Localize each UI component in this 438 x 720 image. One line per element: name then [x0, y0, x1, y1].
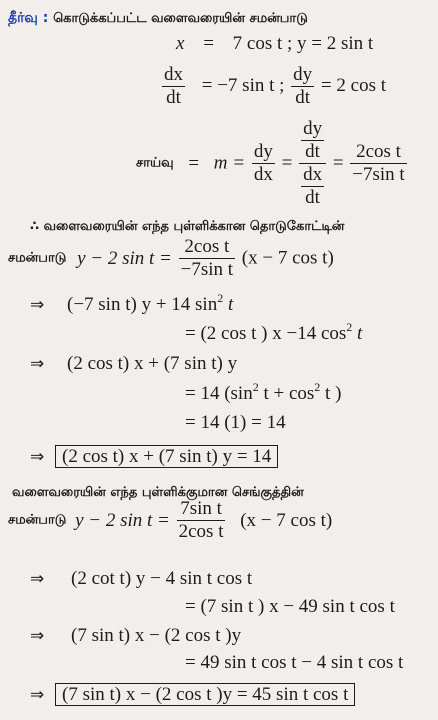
- normal-step2a: [30, 625, 241, 647]
- compound-fraction: [299, 118, 326, 209]
- normal-result-line: [30, 684, 355, 706]
- expr: = (2 cos t ) x −14 cos: [185, 323, 347, 344]
- tangent-result-line: [30, 446, 278, 468]
- tangent-label: சமன்பாடு: [8, 250, 67, 266]
- tangent-step2b: [185, 380, 342, 405]
- expr: (2 cot t) y − 4 sin t cos t: [71, 568, 253, 589]
- den: dt: [301, 140, 324, 163]
- solution-label: தீர்வு :: [8, 10, 49, 26]
- tangent-rhs: (x − 7 cos t): [241, 247, 334, 269]
- den: −7sin t: [352, 164, 405, 185]
- dydt-den: dt: [291, 86, 314, 109]
- expr: (2 cos t) x + (7 sin t) y: [67, 353, 238, 374]
- dydt-num: dy: [293, 64, 313, 85]
- derivatives-line: [160, 64, 386, 109]
- normal-fraction: [177, 498, 226, 543]
- tangent-step2a: [30, 353, 237, 375]
- implies-arrow: ⇒: [30, 569, 45, 589]
- param-equation: [176, 33, 373, 55]
- dxdt-value: = −7 sin t ;: [201, 74, 285, 96]
- t-var: t: [227, 294, 234, 315]
- exponent: 2: [252, 380, 259, 394]
- exponent: 2: [217, 291, 224, 305]
- normal-equation: [8, 498, 332, 543]
- expr: (−7 sin t) y + 14 sin: [67, 294, 218, 315]
- dydx-num: dy: [253, 141, 273, 162]
- normal-step1a: [30, 568, 252, 590]
- normal-rhs: (x − 7 cos t): [240, 509, 333, 531]
- dydt-value: = 2 cos t: [320, 74, 386, 96]
- dydx-fraction: [252, 141, 275, 186]
- intro-text: கொடுக்கப்பட்ட வளைவரையின் சமன்பாடு: [53, 11, 308, 26]
- tangent-fraction: [179, 236, 235, 281]
- num: dy: [303, 118, 323, 139]
- tangent-step2c: = 14 (1) = 14: [185, 412, 286, 433]
- den: dt: [301, 186, 324, 209]
- dxdt-num: dx: [164, 64, 183, 85]
- slope-label: சாய்வு: [136, 155, 174, 171]
- intro-line: [8, 6, 308, 30]
- compound-num: [299, 118, 326, 163]
- eq-sign: =: [203, 33, 214, 54]
- normal-result-box: (7 sin t) x − (2 cos t )y = 45 sin t cos t: [55, 683, 355, 706]
- tangent-lhs: y − 2 sin t =: [77, 247, 172, 269]
- param-rhs: 7 cos t ; y = 2 sin t: [232, 33, 374, 54]
- dxdt-fraction: [162, 64, 185, 109]
- x-var: x: [176, 33, 185, 54]
- exponent: 2: [314, 380, 321, 394]
- normal-label: சமன்பாடு: [8, 512, 67, 528]
- slope-m: m =: [213, 152, 246, 174]
- implies-arrow: ⇒: [30, 447, 45, 467]
- normal-intro: வளைவரையின் எந்த புள்ளிக்குமான செங்குத்தின்: [12, 485, 304, 500]
- num: dx: [303, 164, 323, 185]
- eq-sign: =: [332, 152, 344, 174]
- dxdt-small: [301, 164, 324, 209]
- dydt-small: [301, 118, 324, 163]
- expr: t ): [320, 383, 342, 404]
- num: 2cos t: [184, 236, 230, 257]
- therefore-line: ∴ வளைவரையின் எந்த புள்ளிக்கான தொடுகோட்டின்: [30, 219, 345, 234]
- expr: (7 sin t) x − (2 cos t )y: [71, 625, 242, 646]
- implies-arrow: ⇒: [30, 295, 45, 315]
- slope-line: [136, 118, 409, 209]
- tangent-equation: [8, 236, 334, 281]
- eq-sign: =: [281, 152, 293, 174]
- num: 2cos t: [356, 141, 401, 162]
- dydt-fraction: [291, 64, 314, 109]
- tangent-result-box: (2 cos t) x + (7 sin t) y = 14: [55, 445, 278, 468]
- implies-arrow: ⇒: [30, 685, 45, 705]
- normal-step1b: = (7 sin t ) x − 49 sin t cos t: [185, 596, 395, 617]
- implies-arrow: ⇒: [30, 626, 45, 646]
- tangent-step1a: [30, 291, 234, 316]
- normal-lhs: y − 2 sin t =: [75, 509, 170, 531]
- expr: t + cos: [258, 383, 315, 404]
- dydx-den: dx: [253, 164, 273, 185]
- exponent: 2: [346, 320, 353, 334]
- dxdt-den: dt: [162, 86, 185, 109]
- slope-value-fraction: [350, 141, 406, 186]
- expr: = 14 (sin: [185, 383, 253, 404]
- normal-step2b: = 49 sin t cos t − 4 sin t cos t: [185, 652, 404, 673]
- tangent-step1b: [185, 320, 363, 345]
- compound-den: [299, 163, 326, 209]
- den: −7sin t: [180, 259, 234, 280]
- num: 7sin t: [180, 498, 222, 519]
- den: 2cos t: [178, 521, 224, 542]
- implies-arrow: ⇒: [30, 354, 45, 374]
- t-var: t: [357, 323, 363, 344]
- eq-sign: =: [188, 152, 200, 174]
